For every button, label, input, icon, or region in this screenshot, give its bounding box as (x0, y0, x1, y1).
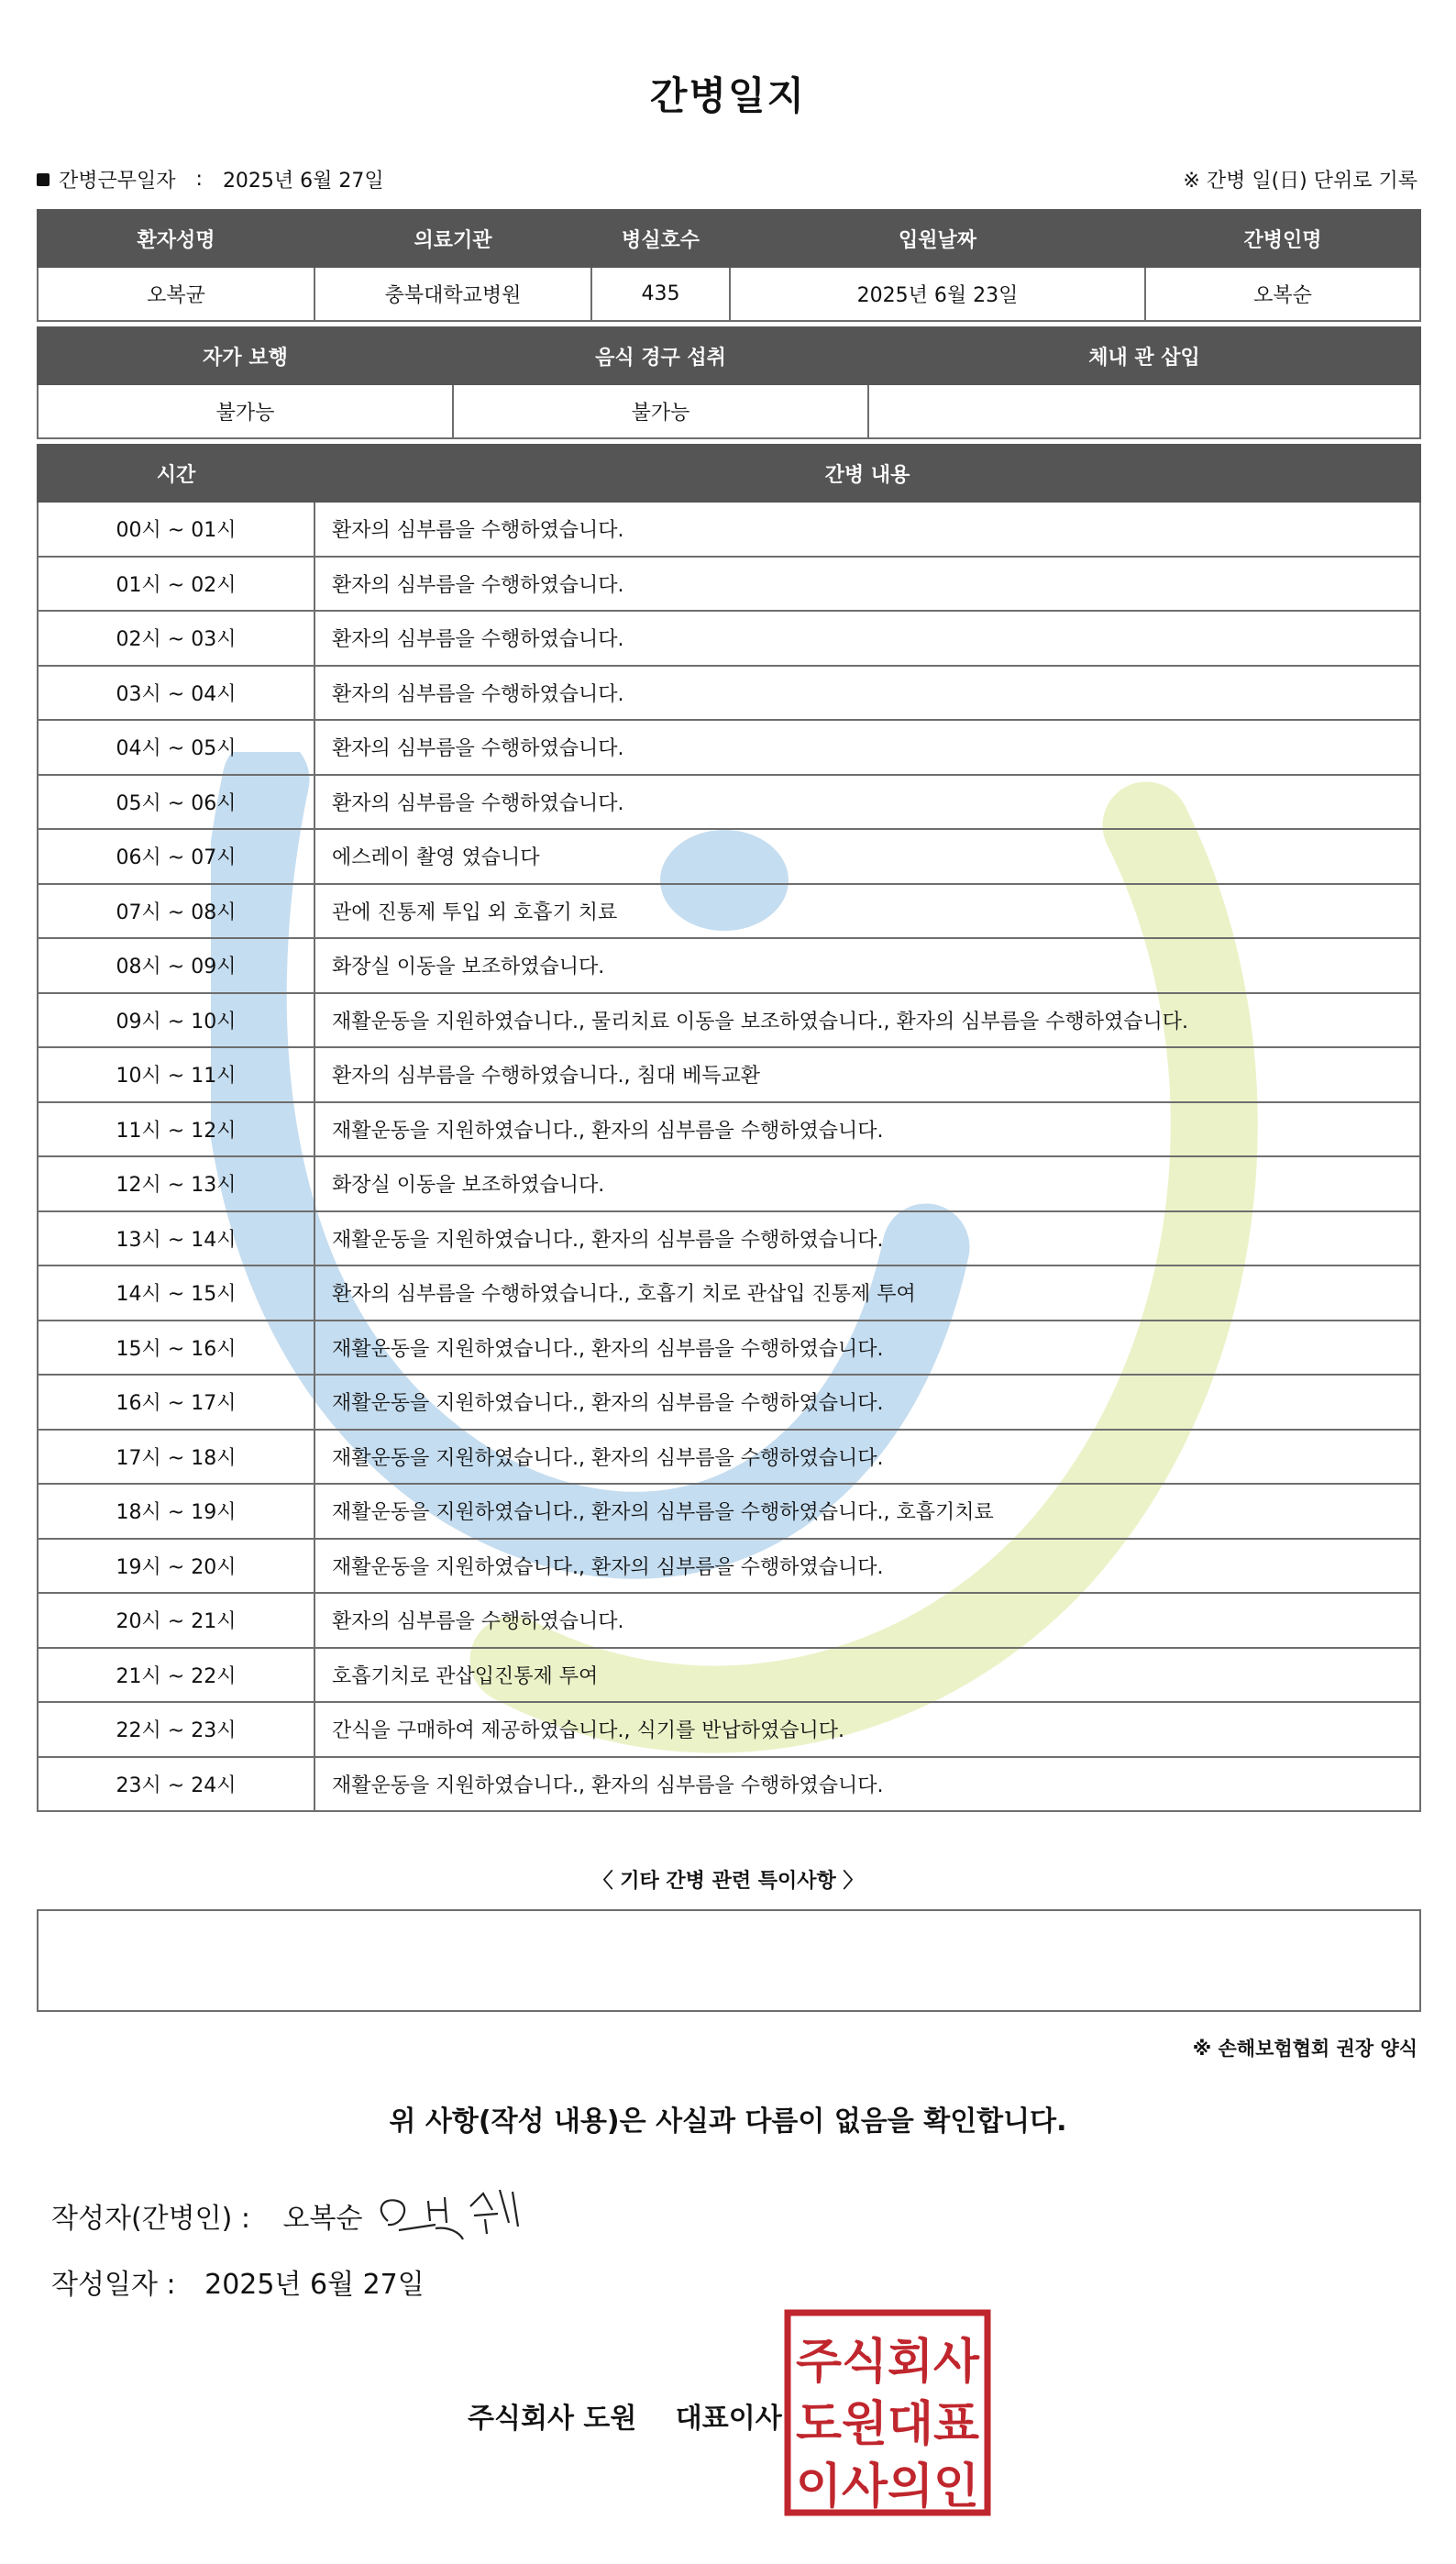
care-log-time: 13시 ~ 14시 (38, 1211, 314, 1266)
svg-text:이사의인: 이사의인 (796, 2459, 979, 2514)
care-log-row (38, 611, 1420, 666)
patient-info-header-row (38, 210, 1420, 267)
care-log-row (38, 1265, 1420, 1321)
header-tube-insertion: 체내 관 삽입 (868, 327, 1420, 384)
care-log-content: 재활운동을 지원하였습니다., 환자의 심부름을 수행하였습니다. (314, 1430, 1420, 1485)
care-log-content: 환자의 심부름을 수행하였습니다. (314, 557, 1420, 612)
care-log-row (38, 1047, 1420, 1102)
care-log-content: 재활운동을 지원하였습니다., 환자의 심부름을 수행하였습니다. (314, 1102, 1420, 1157)
company-seal-stamp (784, 2309, 991, 2516)
header-admission-date: 입원날짜 (730, 210, 1145, 267)
square-bullet-icon (37, 173, 50, 186)
care-log-row (38, 502, 1420, 557)
care-log-row (38, 557, 1420, 612)
care-log-content: 환자의 심부름을 수행하였습니다. (314, 666, 1420, 721)
care-log-time: 10시 ~ 11시 (38, 1047, 314, 1102)
caregiver-name: 오복순 (1145, 267, 1420, 321)
care-log-content: 에스레이 촬영 였습니다 (314, 829, 1420, 884)
care-log-time: 17시 ~ 18시 (38, 1430, 314, 1485)
care-log-time: 05시 ~ 06시 (38, 775, 314, 830)
page-title: 간병일지 (649, 73, 807, 118)
care-log-time: 06시 ~ 07시 (38, 829, 314, 884)
work-date-line (37, 165, 384, 193)
care-log-time: 14시 ~ 15시 (38, 1265, 314, 1321)
care-log-row (38, 1156, 1420, 1211)
header-oral-intake: 음식 경구 섭취 (453, 327, 868, 384)
care-log-row (38, 1539, 1420, 1594)
recommend-note: ※ 손해보험협회 권장 양식 (1192, 2038, 1417, 2060)
care-log-row (38, 1321, 1420, 1376)
svg-text:도원대표: 도원대표 (796, 2397, 979, 2452)
record-note: ※ 간병 일(日) 단위로 기록 (1183, 170, 1417, 193)
header-caregiver-name: 간병인명 (1145, 210, 1420, 267)
care-log-time: 20시 ~ 21시 (38, 1593, 314, 1648)
header-self-walking: 자가 보행 (38, 327, 453, 384)
care-log-time: 03시 ~ 04시 (38, 666, 314, 721)
patient-status-table (37, 326, 1421, 439)
notes-box (37, 1909, 1421, 2012)
company-ceo-title: 대표이사 (675, 2403, 782, 2435)
care-log-content: 재활운동을 지원하였습니다., 환자의 심부름을 수행하였습니다. (314, 1539, 1420, 1594)
care-log-time: 11시 ~ 12시 (38, 1102, 314, 1157)
care-log-row (38, 1702, 1420, 1757)
care-log-body (38, 502, 1420, 1811)
care-log-content: 재활운동을 지원하였습니다., 환자의 심부름을 수행하였습니다., 호흡기치료 (314, 1484, 1420, 1539)
care-log-row (38, 1648, 1420, 1703)
care-log-content: 화장실 이동을 보조하였습니다. (314, 1156, 1420, 1211)
care-log-content: 환자의 심부름을 수행하였습니다., 호흡기 치로 관삽입 진통제 투여 (314, 1265, 1420, 1321)
patient-info-table (37, 209, 1421, 322)
care-log-row (38, 720, 1420, 775)
status-header-row (38, 327, 1420, 384)
header-time: 시간 (38, 445, 314, 502)
care-log-time: 04시 ~ 05시 (38, 720, 314, 775)
writer-name: 오복순 (282, 2203, 363, 2235)
care-log-row (38, 1102, 1420, 1157)
care-log-time: 19시 ~ 20시 (38, 1539, 314, 1594)
care-log-time: 15시 ~ 16시 (38, 1321, 314, 1376)
status-value-row (38, 384, 1420, 438)
care-log-content: 호흡기치로 관삽입진통제 투여 (314, 1648, 1420, 1703)
care-log-time: 22시 ~ 23시 (38, 1702, 314, 1757)
care-log-content: 간식을 구매하여 제공하였습니다., 식기를 반납하였습니다. (314, 1702, 1420, 1757)
work-date-label: 간병근무일자 (59, 170, 176, 193)
care-log-table (37, 444, 1421, 1812)
work-date-value: 2025년 6월 27일 (222, 170, 384, 193)
care-log-row (38, 1211, 1420, 1266)
handwritten-signature (371, 2173, 546, 2247)
care-log-row (38, 829, 1420, 884)
patient-name: 오복균 (38, 267, 314, 321)
care-log-row (38, 775, 1420, 830)
header-room-number: 병실호수 (591, 210, 730, 267)
care-log-content: 재활운동을 지원하였습니다., 환자의 심부름을 수행하였습니다. (314, 1321, 1420, 1376)
care-log-row (38, 1593, 1420, 1648)
care-log-row (38, 1430, 1420, 1485)
writer-label: 작성자(간병인) : (51, 2203, 250, 2235)
care-log-row (38, 666, 1420, 721)
care-log-content: 환자의 심부름을 수행하였습니다. (314, 611, 1420, 666)
tube-insertion-value (868, 384, 1420, 438)
care-log-time: 00시 ~ 01시 (38, 502, 314, 557)
care-log-time: 16시 ~ 17시 (38, 1375, 314, 1430)
care-log-time: 02시 ~ 03시 (38, 611, 314, 666)
care-log-content: 재활운동을 지원하였습니다., 환자의 심부름을 수행하였습니다. (314, 1757, 1420, 1812)
company-name: 주식회사 도원 (468, 2403, 637, 2435)
write-date-value: 2025년 6월 27일 (204, 2269, 425, 2301)
write-date-line (51, 2261, 425, 2302)
header-patient-name: 환자성명 (38, 210, 314, 267)
self-walking-value: 불가능 (38, 384, 453, 438)
oral-intake-value: 불가능 (453, 384, 868, 438)
care-log-time: 07시 ~ 08시 (38, 884, 314, 939)
care-log-content: 환자의 심부름을 수행하였습니다. (314, 775, 1420, 830)
care-log-row (38, 1757, 1420, 1812)
header-care-content: 간병 내용 (314, 445, 1420, 502)
writer-line (51, 2195, 362, 2236)
care-log-content: 재활운동을 지원하였습니다., 환자의 심부름을 수행하였습니다. (314, 1211, 1420, 1266)
care-log-content: 환자의 심부름을 수행하였습니다. (314, 502, 1420, 557)
care-log-row (38, 1375, 1420, 1430)
confirmation-statement: 위 사항(작성 내용)은 사실과 다름이 없음을 확인합니다. (389, 2105, 1067, 2138)
care-log-content: 재활운동을 지원하였습니다., 물리치료 이동을 보조하였습니다., 환자의 심부름을 수행하였습니다. (314, 993, 1420, 1048)
care-log-content: 관에 진통제 투입 외 호흡기 치료 (314, 884, 1420, 939)
care-log-time: 12시 ~ 13시 (38, 1156, 314, 1211)
care-log-header-row (38, 445, 1420, 502)
work-date-separator: : (195, 168, 203, 191)
care-log-time: 21시 ~ 22시 (38, 1648, 314, 1703)
care-log-time: 01시 ~ 02시 (38, 557, 314, 612)
care-log-content: 환자의 심부름을 수행하였습니다. (314, 720, 1420, 775)
care-log-row (38, 938, 1420, 993)
care-log-content: 환자의 심부름을 수행하였습니다., 침대 베득교환 (314, 1047, 1420, 1102)
room-number: 435 (591, 267, 730, 321)
patient-info-value-row (38, 267, 1420, 321)
care-log-time: 18시 ~ 19시 (38, 1484, 314, 1539)
admission-date: 2025년 6월 23일 (730, 267, 1145, 321)
hospital-name: 충북대학교병원 (314, 267, 591, 321)
care-log-content: 화장실 이동을 보조하였습니다. (314, 938, 1420, 993)
company-line (468, 2395, 782, 2436)
care-log-row (38, 1484, 1420, 1539)
notes-title: 〈 기타 간병 관련 특이사항 〉 (592, 1870, 864, 1893)
care-log-time: 09시 ~ 10시 (38, 993, 314, 1048)
care-log-time: 23시 ~ 24시 (38, 1757, 314, 1812)
care-log-content: 환자의 심부름을 수행하였습니다. (314, 1593, 1420, 1648)
care-log-content: 재활운동을 지원하였습니다., 환자의 심부름을 수행하였습니다. (314, 1375, 1420, 1430)
header-hospital: 의료기관 (314, 210, 591, 267)
care-log-row (38, 993, 1420, 1048)
svg-text:주식회사: 주식회사 (796, 2335, 980, 2390)
care-log-time: 08시 ~ 09시 (38, 938, 314, 993)
care-log-row (38, 884, 1420, 939)
write-date-label: 작성일자 : (51, 2269, 176, 2301)
